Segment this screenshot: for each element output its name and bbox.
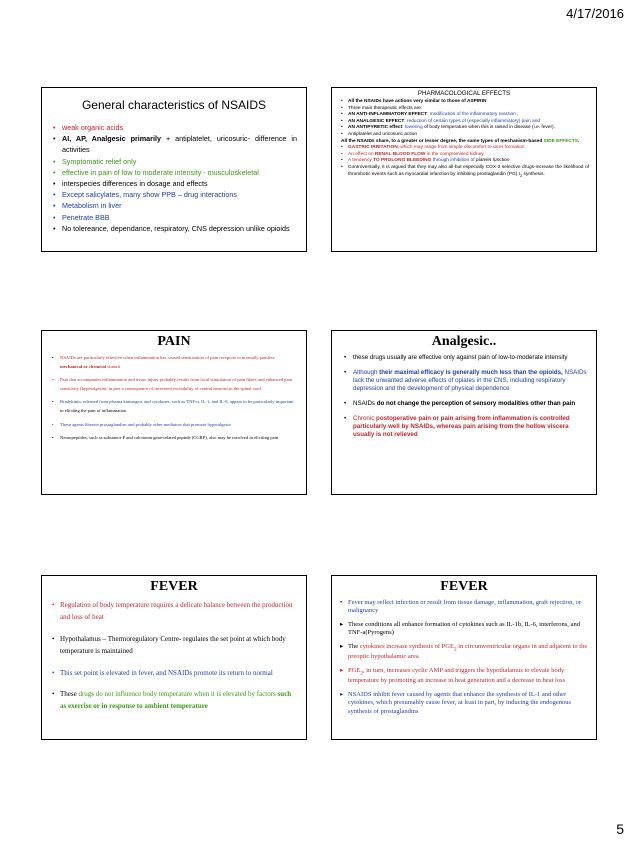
slide-analgesic	[331, 330, 597, 495]
slide-pharmacological-effects	[331, 87, 597, 252]
list-item: • No tolereance, dependance, respiratory, CNS depression unlike opioids	[53, 223, 297, 234]
list-item: ▸ The cytokines increase synthesis of $PGE_2$ in circumventricular organs in and adjacent to the preoptic hypothalamic area	[340, 643, 588, 662]
slide-pain	[41, 330, 307, 495]
list-item: • Hypothalamus – Thermoregulatory Centre- regulates the set point at which body temperature is maintained	[52, 633, 296, 658]
list-item: • effective in pain of low to moderate intensity - musculoskeletal	[53, 167, 297, 178]
list-item: • weak organic acids	[53, 122, 297, 133]
list-item: ▸ $PGE_2$, in turn, increases cyclic AMP and triggers the hypothalamus to elevate body temperature by promoting an increase in heat generation and a decrease in heat loss	[340, 667, 588, 686]
bullet-list	[332, 599, 596, 716]
list-item: ▸ These conditions all enhance formation of cytokines such as IL-1b, IL-6, interferons, and TNF-a(Pyrogens)	[340, 621, 588, 638]
list-item: • Neuropeptides, such as substance P and calcitonin gene-related peptide (CGRP), also may be involved in eliciting pain	[52, 434, 296, 443]
list-item: • GASTRIC IRRITATION, which may range from simple discomfort to ulcer formation	[341, 145, 589, 152]
bullet-list	[42, 122, 306, 234]
list-item: • NSAIDs do not change the perception of sensory modalities other than pain	[344, 400, 588, 408]
slide-general-characteristics	[41, 87, 307, 252]
list-item: • Chronic postoperative pain or pain arising from inflammation is controlled particularly well by NSAIDs, whereas pain arising from the hollow viscera usually is not relieved	[344, 415, 588, 439]
list-item: • This set point is elevated in fever, and NSAIDs promote its return to normal	[52, 667, 296, 679]
list-item: ▸ NSAIDS inhibit fever caused by agents that enhance the synthesis of IL-1 and other cytokines, which presumably cause fever, at least in part, by inducing the endogenous synthesis of prostaglandins	[340, 691, 588, 716]
list-item: • these drugs usually are effective only against pain of low-to-moderate intensity	[344, 354, 588, 362]
slide-title: FEVER	[150, 579, 198, 594]
page-date: 4/17/2016	[566, 6, 624, 21]
slide-title: Analgesic..	[431, 334, 497, 349]
list-item: • Controversially, it is argued that they may also all-but especially COX-2 selective drugs-increase the likelihood of thrombotic events such as myocardial infarction by inhibiting prostaglandin (PG) $I_2$ synthesis.	[341, 165, 589, 179]
list-item: • Although their maximal efficacy is generally much less than the opioids, NSAIDs lack the unwanted adverse effects of opiates in the CNS, including respiratory depression and the development of physical dependence	[344, 369, 588, 393]
list-item: • Antiplatelet and uricosuric action	[341, 132, 589, 139]
list-item: • Symptomatic relief only	[53, 156, 297, 167]
slide-title: General characteristics of NSAIDS	[81, 98, 267, 112]
list-item: • All the NSAIDs have actions very similar to those of ASPIRIN	[341, 99, 589, 106]
list-item: • Bradykinin, released from plasma kininogen, and cytokines, such as TNF-α, IL-1, and IL-8, appear to be particularly important in eliciting the pain of inflammation	[52, 398, 296, 415]
slide-title: PHARMACOLOGICAL EFFECTS	[417, 90, 511, 97]
bullet-list	[332, 99, 596, 179]
list-item: • An effect on RENAL BLOOD FLOW in the compromised kidney	[341, 152, 589, 159]
slide-title: FEVER	[440, 579, 488, 594]
slide-fever-2	[331, 575, 597, 740]
list-item: • Fever may reflect infection or result from tissue damage, inflammation, graft rejection, or malignancy	[340, 599, 588, 616]
list-item: All the NSAIDs share, to a greater or lesser degree, the same types of mechanism-based SIDE EFFECTS.	[341, 138, 580, 144]
page-number: 5	[616, 821, 624, 837]
list-item: • AN ANTIPYRETIC effect: lowering of body temperature when this is raised in disease (i.e. fever).	[341, 125, 589, 132]
bullet-list	[42, 599, 306, 713]
list-item: • Pain that accompanies inflammation and tissue injury probably results from local stimulation of pain fibers and enhanced pain sensitivity (hyperalgesia), in part a consequence of increased excitability of central neurons in the spinal cord	[52, 376, 296, 393]
list-item: • AN ANALGESIC EFFECT: reduction of certain types of (especially inflammatory) pain and	[341, 119, 589, 126]
bullet-list	[42, 354, 306, 443]
slide-fever-1	[41, 575, 307, 740]
list-item: • These agents liberate prostaglandins and probably other mediators that promote hyperalgesia	[52, 421, 296, 430]
list-item: • AN ANTI-INFLAMMATORY EFFECT: modification of the inflammatory reaction ;	[341, 112, 589, 119]
list-item: • NSAIDs are particularly effective when inflammation has caused sensitization of pain receptors to normally painless mechanical or chemical stimuli	[52, 354, 296, 371]
list-item: • These drugs do not influence body temperature when it is elevated by factors such as exercise or in response to ambient temperature	[52, 688, 296, 713]
list-item: • Penetrate BBB	[53, 212, 297, 223]
list-item: • Regulation of body temperature requires a delicate balance between the production and loss of heat	[52, 599, 296, 624]
bullet-list	[332, 354, 596, 439]
slide-title: PAIN	[157, 334, 191, 349]
list-item: • Metabolism in liver	[53, 200, 297, 211]
list-item: • interspecies differences in dosage and effects	[53, 178, 297, 189]
list-item: • Except salicylates, many show PPB – drug interactions	[53, 189, 297, 200]
list-item: • A tendency TO PROLONG BLEEDING through inhibition of platelet function	[341, 158, 589, 165]
list-item: • Three main therapeutic effects are:	[341, 106, 589, 113]
list-item: • AI, AP, Analgesic primarily + antiplatelet, uricosuric- difference in activities	[53, 133, 297, 155]
